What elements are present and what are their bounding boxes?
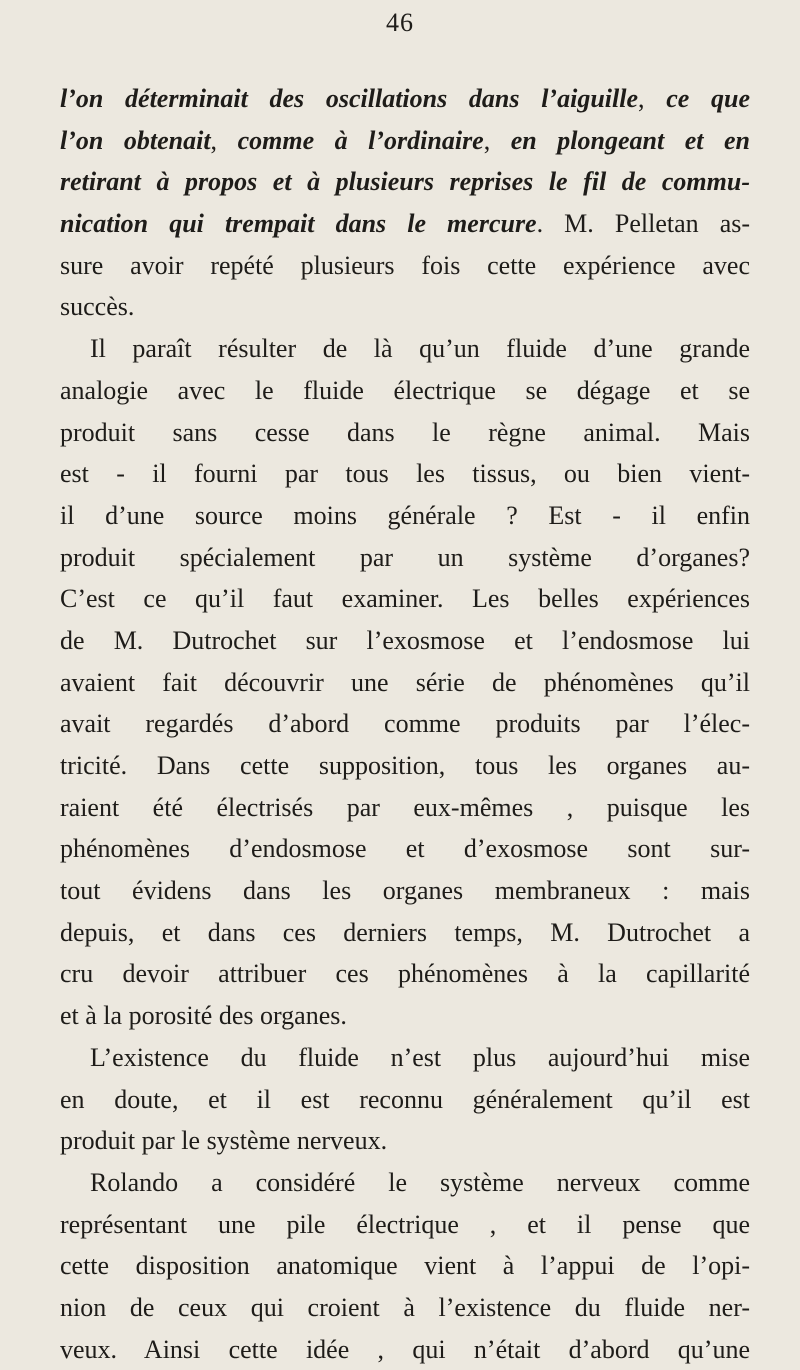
text-line	[60, 662, 750, 704]
text-line	[60, 412, 750, 454]
text-segment: sure avoir repété plusieurs fois cette expérience avec	[60, 250, 750, 280]
text-segment: avait regardés d’abord comme produits par l’élec-	[60, 709, 750, 739]
text-segment: est - il fourni par tous les tissus, ou bien vient-	[60, 459, 750, 489]
text-line	[60, 1037, 750, 1079]
text-line	[60, 953, 750, 995]
text-segment: ,	[483, 125, 511, 155]
page-body-text	[60, 78, 750, 1370]
text-segment: Rolando a considéré le système nerveux comme	[90, 1167, 750, 1197]
text-line	[60, 912, 750, 954]
text-segment: tout évidens dans les organes membraneux : mais	[60, 876, 750, 906]
text-segment: produit par le système nerveux.	[60, 1126, 388, 1156]
text-segment: nion de ceux qui croient à l’existence du fluide ner-	[60, 1292, 750, 1322]
text-line	[60, 995, 750, 1037]
text-segment: en plongeant et en	[510, 125, 751, 155]
text-segment: succès.	[60, 292, 135, 322]
text-line	[60, 578, 750, 620]
text-line	[60, 1162, 750, 1204]
text-segment: nication qui trempait dans le mercure	[60, 209, 537, 239]
text-line	[60, 1245, 750, 1287]
text-segment: ,	[638, 84, 667, 113]
text-segment: cru devoir attribuer ces phénomènes à la capillarité	[60, 959, 750, 989]
text-segment: L’existence du fluide n’est plus aujourd’hui mise	[90, 1042, 750, 1072]
text-segment: cette disposition anatomique vient à l’appui de l’opi-	[60, 1251, 750, 1281]
text-segment: ce que	[666, 84, 750, 113]
text-segment: et à la porosité des organes.	[60, 1001, 347, 1031]
text-line	[60, 245, 750, 287]
page-number: 46	[386, 8, 414, 37]
text-segment: . M. Pelletan as-	[536, 209, 751, 239]
text-line	[60, 328, 750, 370]
text-line	[60, 828, 750, 870]
text-segment: produit sans cesse dans le règne animal. Mais	[60, 417, 750, 447]
text-line	[60, 78, 750, 120]
text-segment: phénomènes d’endosmose et d’exosmose sont sur-	[60, 834, 750, 864]
text-segment: en doute, et il est reconnu généralement qu’il est	[60, 1084, 750, 1114]
text-segment: depuis, et dans ces derniers temps, M. Dutrochet a	[60, 917, 750, 947]
text-segment: l’on obtenait	[60, 125, 211, 155]
text-segment: retirant à propos et à plusieurs reprises le fil de commu-	[60, 167, 750, 197]
text-segment: Il paraît résulter de là qu’un fluide d’une grande	[90, 334, 750, 364]
text-segment: de M. Dutrochet sur l’exosmose et l’endosmose lui	[60, 625, 750, 655]
text-segment: produit spécialement par un système d’organes?	[60, 542, 750, 572]
text-segment: il d’une source moins générale ? Est - il enfin	[60, 500, 750, 530]
text-line	[60, 203, 750, 245]
text-segment: ,	[210, 125, 238, 155]
text-line	[60, 620, 750, 662]
text-line	[60, 286, 750, 328]
text-line	[60, 703, 750, 745]
text-segment: analogie avec le fluide électrique se dégage et se	[60, 375, 750, 405]
text-line	[60, 453, 750, 495]
text-segment: veux. Ainsi cette idée , qui n’était d’abord qu’une	[60, 1334, 750, 1364]
text-segment: comme à l’ordinaire	[237, 125, 484, 155]
text-line	[60, 161, 750, 203]
text-line	[60, 870, 750, 912]
text-line	[60, 1120, 750, 1162]
text-segment: tricité. Dans cette supposition, tous les organes au-	[60, 751, 750, 780]
text-segment: C’est ce qu’il faut examiner. Les belles expériences	[60, 584, 750, 614]
text-line	[60, 1287, 750, 1329]
text-line	[60, 1329, 750, 1370]
text-segment: avaient fait découvrir une série de phénomènes qu’il	[60, 667, 750, 697]
text-line	[60, 495, 750, 537]
text-segment: représentant une pile électrique , et il pense que	[60, 1209, 750, 1239]
text-line	[60, 537, 750, 579]
text-segment: l’on déterminait des oscillations dans l’aiguille	[60, 84, 638, 113]
text-segment: raient été électrisés par eux-mêmes , puisque les	[60, 792, 750, 822]
text-line	[60, 745, 750, 787]
text-line	[60, 787, 750, 829]
text-line	[60, 370, 750, 412]
text-line	[60, 120, 750, 162]
text-line	[60, 1204, 750, 1246]
text-line	[60, 1079, 750, 1121]
